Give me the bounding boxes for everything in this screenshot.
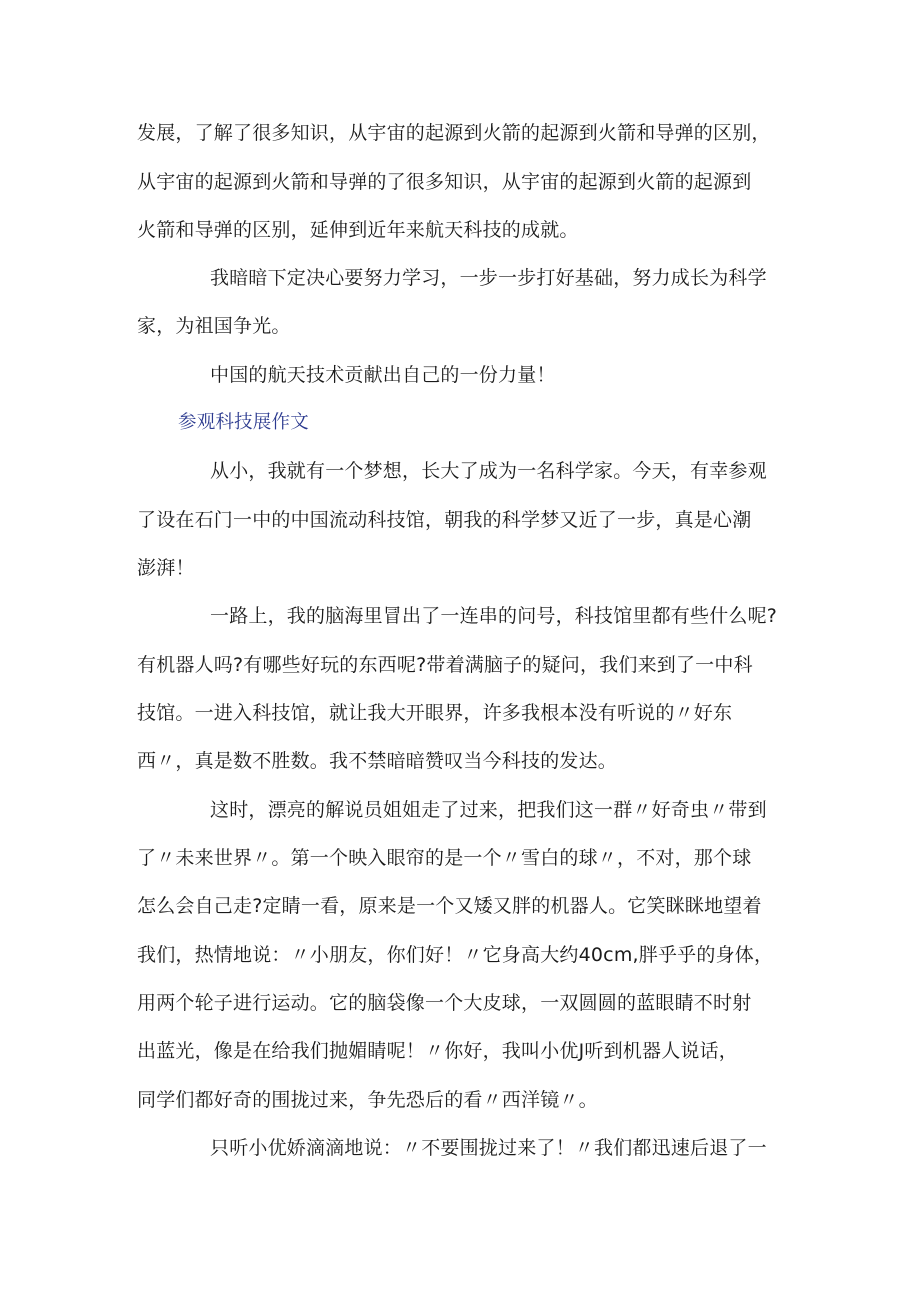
text-line-6: 中国的航天技术贡献出自己的一份力量！	[210, 364, 556, 386]
text-line-8: 了设在石门一中的中国流动科技馆，朝我的科学梦又近了一步，真是心潮	[137, 509, 752, 531]
text-line-1: 发展，了解了很多知识，从宇宙的起源到火箭的起源到火箭和导弹的区别，	[137, 122, 771, 144]
text-line-14: 这时，漂亮的解说员姐姐走了过来，把我们这一群〃好奇虫〃带到	[210, 799, 767, 821]
section-heading: 参观科技展作文	[178, 412, 309, 433]
text-line-7: 从小，我就有一个梦想，长大了成为一名科学家。今天，有幸参观	[210, 460, 767, 482]
text-line-2: 从宇宙的起源到火箭和导弹的了很多知识，从宇宙的起源到火箭的起源到	[137, 171, 752, 193]
text-line-11: 有机器人吗?有哪些好玩的东西呢?带着满脑子的疑问，我们来到了一中科	[137, 654, 753, 676]
text-line-20: 同学们都好奇的围拢过来，争先恐后的看〃西洋镜〃。	[137, 1089, 598, 1111]
text-line-5: 家，为祖国争光。	[137, 315, 291, 337]
text-line-12: 技馆。一进入科技馆，就让我大开眼界，许多我根本没有听说的〃好东	[137, 702, 733, 724]
text-line-9: 澎湃！	[137, 557, 195, 579]
text-line-3: 火箭和导弹的区别，延伸到近年来航天科技的成就。	[137, 219, 579, 241]
text-line-16: 怎么会自己走?定睛一看，原来是一个又矮又胖的机器人。它笑眯眯地望着	[137, 895, 762, 917]
text-line-17: 我们，热情地说：〃小朋友，你们好！〃它身高大约40cm,胖乎乎的身体，	[137, 944, 774, 966]
text-line-18: 用两个轮子进行运动。它的脑袋像一个大皮球，一双圆圆的蓝眼睛不时射	[137, 992, 752, 1014]
text-line-15: 了〃未来世界〃。第一个映入眼帘的是一个〃雪白的球〃，不对，那个球	[137, 847, 752, 869]
text-line-21: 只听小优娇滴滴地说：〃不要围拢过来了！〃我们都迅速后退了一	[210, 1137, 767, 1159]
text-line-13: 西〃，真是数不胜数。我不禁暗暗赞叹当今科技的发达。	[137, 750, 618, 772]
text-line-10: 一路上，我的脑海里冒出了一连串的问号，科技馆里都有些什么呢?	[210, 605, 778, 627]
text-line-19: 出蓝光，像是在给我们抛媚睛呢！〃你好，我叫小优J听到机器人说话，	[137, 1040, 739, 1062]
text-line-4: 我暗暗下定决心要努力学习，一步一步打好基础，努力成长为科学	[210, 267, 767, 289]
